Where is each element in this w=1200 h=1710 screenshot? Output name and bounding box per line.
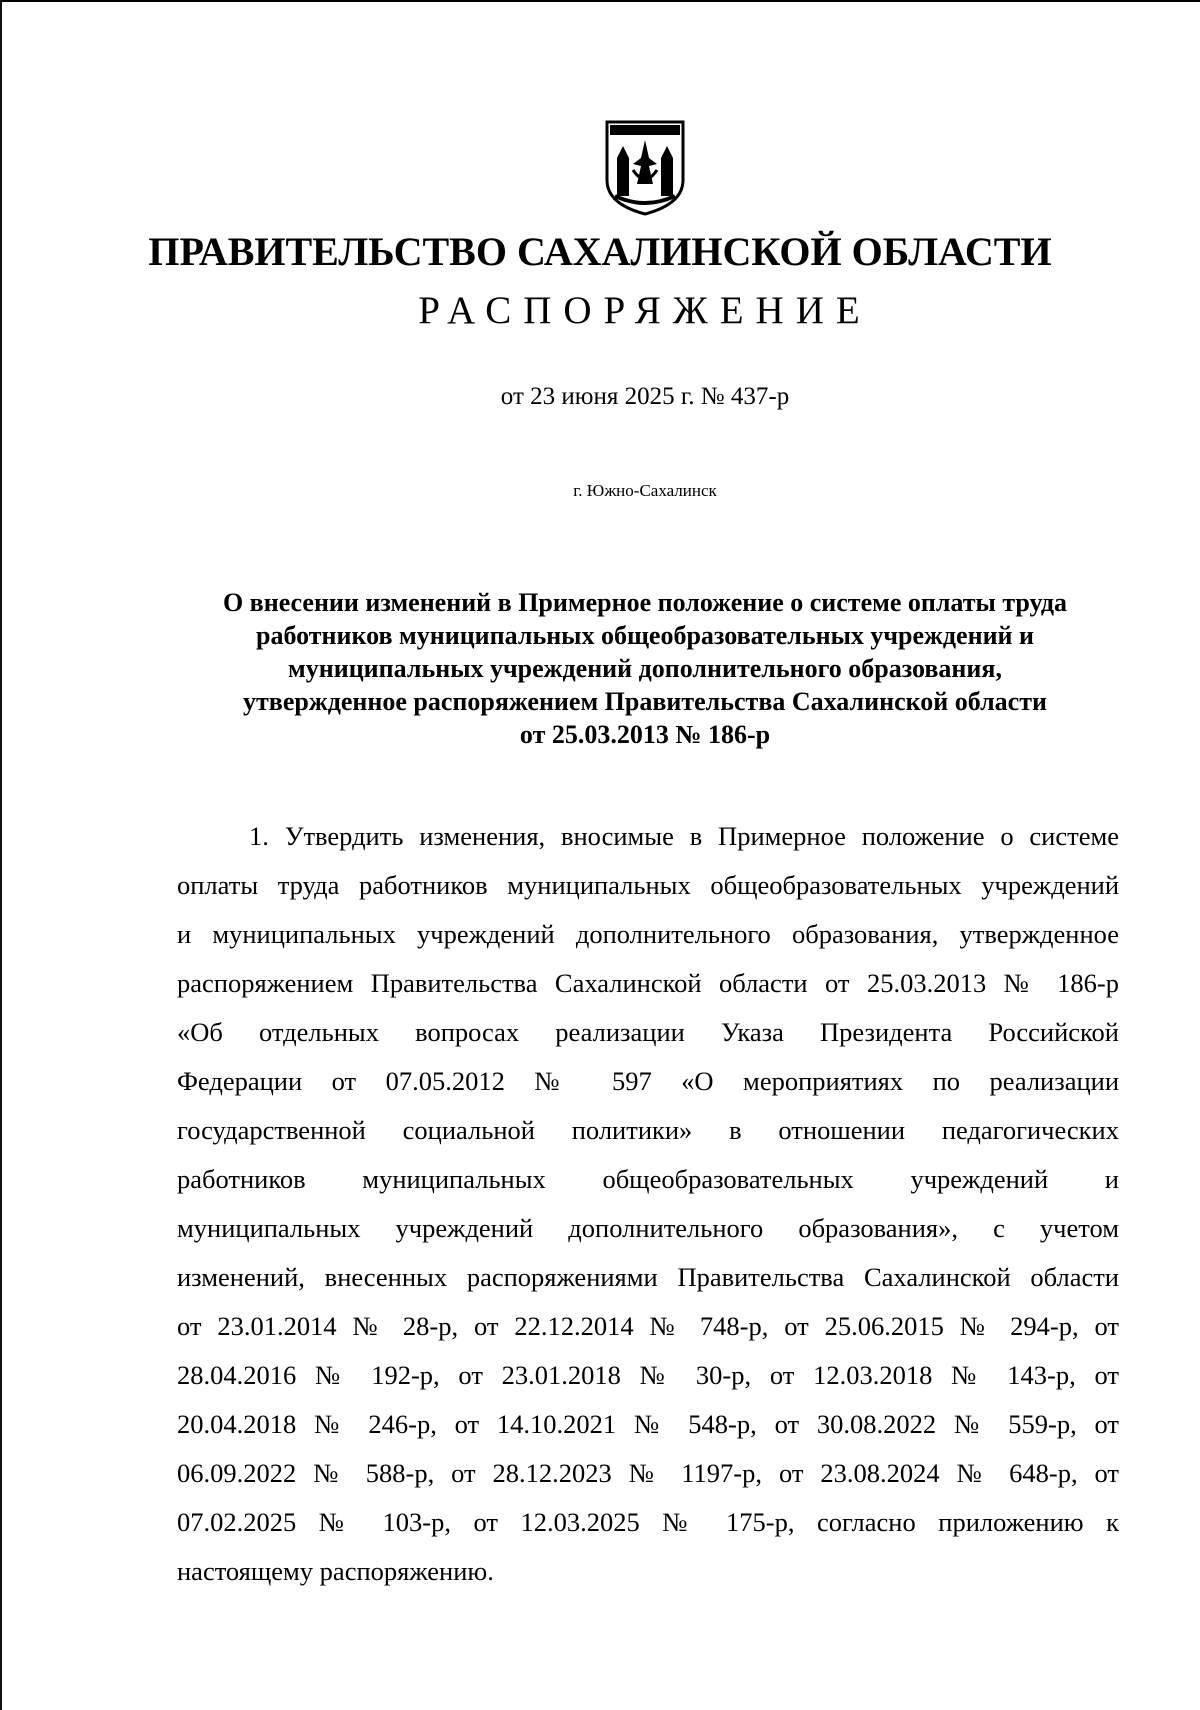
- document-type: РАСПОРЯЖЕНИЕ: [418, 289, 872, 332]
- document-subject: [150, 586, 1140, 751]
- scan-edge-top: [0, 0, 1200, 2]
- body-line: распоряжением Правительства Сахалинской области от 25.03.2013 № 186-р: [177, 968, 1119, 998]
- body-line: 1. Утвердить изменения, вносимые в Примерное положение о системе: [249, 821, 1119, 851]
- subject-line: утвержденное распоряжением Правительства Сахалинской области: [243, 687, 1047, 716]
- body-line: работников муниципальных общеобразовательных учреждений и: [177, 1164, 1119, 1194]
- subject-line: муниципальных учреждений дополнительного образования,: [288, 654, 1002, 683]
- body-line: государственной социальной политики» в отношении педагогических: [177, 1115, 1119, 1145]
- document-body: [177, 812, 1119, 1596]
- body-line: изменений, внесенных распоряжениями Правительства Сахалинской области: [177, 1262, 1119, 1292]
- document-date-number: от 23 июня 2025 г. № 437-р: [500, 383, 790, 410]
- document-city: г. Южно-Сахалинск: [573, 481, 717, 500]
- body-line: от 23.01.2014 № 28-р, от 22.12.2014 № 748-р, от 25.06.2015 № 294-р, от: [177, 1311, 1119, 1341]
- government-title: ПРАВИТЕЛЬСТВО САХАЛИНСКОЙ ОБЛАСТИ: [148, 229, 1052, 274]
- subject-line: О внесении изменений в Примерное положение о системе оплаты труда: [222, 588, 1068, 617]
- subject-line: от 25.03.2013 № 186-р: [519, 720, 771, 749]
- body-line: 20.04.2018 № 246-р, от 14.10.2021 № 548-р, от 30.08.2022 № 559-р, от: [177, 1409, 1119, 1439]
- body-line: «Об отдельных вопросах реализации Указа Президента Российской: [177, 1017, 1119, 1047]
- body-line: Федерации от 07.05.2012 № 597 «О мероприятиях по реализации: [177, 1066, 1119, 1096]
- subject-line: работников муниципальных общеобразовательных учреждений и: [255, 621, 1035, 650]
- body-line: 06.09.2022 № 588-р, от 28.12.2023 № 1197-р, от 23.08.2024 № 648-р, от: [177, 1458, 1119, 1488]
- body-line: муниципальных учреждений дополнительного образования», с учетом: [177, 1213, 1119, 1243]
- body-line: 07.02.2025 № 103-р, от 12.03.2025 № 175-р, согласно приложению к: [177, 1507, 1119, 1537]
- body-line: оплаты труда работников муниципальных общеобразовательных учреждений: [177, 870, 1119, 900]
- body-line: и муниципальных учреждений дополнительного образования, утвержденное: [177, 919, 1119, 949]
- sakhalin-coat-of-arms-icon: [603, 118, 687, 216]
- body-line: 28.04.2016 № 192-р, от 23.01.2018 № 30-р, от 12.03.2018 № 143-р, от: [177, 1360, 1119, 1390]
- body-line: настоящему распоряжению.: [177, 1556, 494, 1586]
